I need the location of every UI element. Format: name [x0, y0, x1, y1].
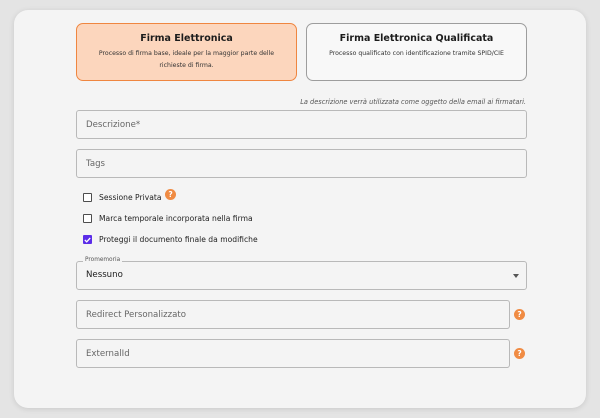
externalid-input[interactable] [76, 339, 510, 368]
checkbox-private-session-label: Sessione Privata [99, 193, 162, 202]
reminder-value: Nessuno [86, 270, 123, 280]
description-hint: La descrizione verrà utilizzata come oggetto della email ai firmatari. [300, 98, 526, 106]
description-placeholder: Descrizione* [86, 119, 141, 130]
signature-type-qualified-title: Firma Elettronica Qualificata [339, 33, 494, 44]
externalid-placeholder: ExternalId [86, 348, 130, 359]
checkbox-timestamp-box[interactable] [83, 214, 92, 223]
checkmark-icon [84, 237, 91, 243]
chevron-down-icon [513, 274, 519, 278]
checkbox-timestamp[interactable] [83, 214, 253, 223]
externalid-help-icon[interactable]: ? [514, 348, 525, 359]
redirect-placeholder: Redirect Personalizzato [86, 309, 187, 320]
signature-type-basic-description: Processo di firma base, ideale per la maggior parte delle richieste di firma. [98, 50, 275, 69]
private-session-help-icon[interactable]: ? [165, 189, 176, 200]
tags-input[interactable] [76, 149, 527, 178]
checkbox-timestamp-label: Marca temporale incorporata nella firma [99, 214, 253, 223]
form-card [14, 10, 586, 408]
checkbox-private-session[interactable] [83, 193, 162, 202]
tags-placeholder: Tags [86, 158, 106, 169]
redirect-input[interactable] [76, 300, 510, 329]
checkbox-protect-document[interactable] [83, 235, 258, 244]
signature-type-basic-title: Firma Elettronica [140, 33, 233, 44]
checkbox-private-session-box[interactable] [83, 193, 92, 202]
checkbox-protect-document-box[interactable] [83, 235, 92, 244]
signature-type-qualified-description: Processo qualificato con identificazione tramite SPID/CIE [329, 50, 504, 57]
signature-type-qualified[interactable] [306, 23, 527, 81]
reminder-select[interactable] [76, 257, 527, 290]
reminder-label: Promemoria [85, 257, 121, 263]
description-input[interactable] [76, 110, 527, 139]
redirect-help-icon[interactable]: ? [514, 309, 525, 320]
signature-type-basic[interactable] [76, 23, 297, 81]
checkbox-protect-document-label: Proteggi il documento finale da modifiche [99, 235, 258, 244]
